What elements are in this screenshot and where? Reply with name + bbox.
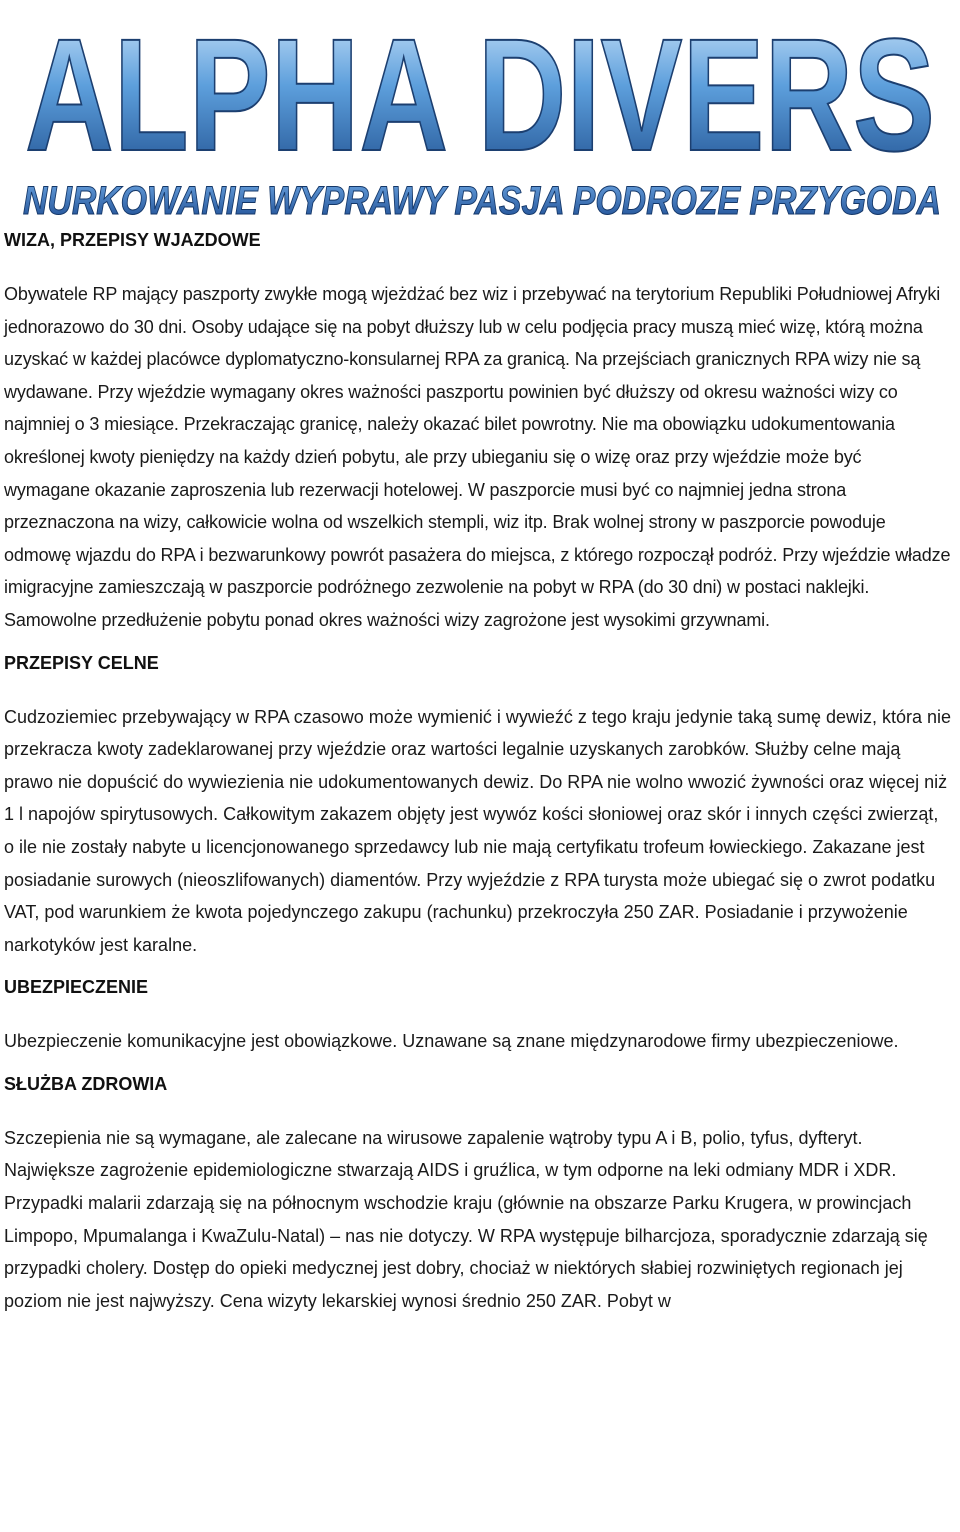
section-visa [4,226,952,637]
banner-title: ALPHA DIVERS [25,5,936,184]
section-text-visa: Obywatele RP mający paszporty zwykłe mogą wjeżdżać bez wiz i przebywać na terytorium Republiki Południowej Afryki jednorazowo do 30 dni. Osoby udające się na pobyt dłuższy lub w celu podjęcia pracy muszą mieć wizę, którą można uzyskać w każdej placówce dyplomatyczno-konsularnej RPA za granicą. Na przejściach granicznych RPA wizy nie są wydawane. Przy wjeździe wymagany okres ważności paszportu powinien być dłuższy od okresu ważności wizy co najmniej o 3 miesiące. Przekraczając granicę, należy okazać bilet powrotny. Nie ma obowiązku udokumentowania określonej kwoty pieniędzy na każdy dzień pobytu, ale przy ubieganiu się o wizę oraz przy wjeździe może być wymagane okazanie zaproszenia lub rezerwacji hotelowej. W paszporcie musi być co najmniej jedna strona przeznaczona na wizy, całkowicie wolna od wszelkich stempli, wiz itp. Brak wolnej strony w paszporcie powoduje odmowę wjazdu do RPA i bezwarunkowy powrót pasażera do miejsca, z którego rozpoczął podróż. Przy wjeździe władze imigracyjne zamieszczają w paszporcie podróżnego zezwolenie na pobyt w RPA (do 30 dni) w postaci naklejki. Samowolne przedłużenie pobytu ponad okres ważności wizy zagrożone jest wysokimi grzywnami. [4,284,951,630]
section-heading-insurance: UBEZPIECZENIE [4,977,149,998]
section-heading-health: SŁUŻBA ZDROWIA [4,1073,168,1094]
section-heading-customs: PRZEPISY CELNE [4,652,159,673]
section-health [4,1070,952,1318]
alpha-divers-banner [0,0,960,228]
document-body [4,226,952,1317]
alpha-divers-logo [0,0,960,228]
section-text-customs: Cudzoziemiec przebywający w RPA czasowo może wymienić i wywieźć z tego kraju jedynie taką sumę dewiz, która nie przekracza kwoty zadeklarowanej przy wjeździe oraz wartości legalnie uzyskanych zarobków. Służby celne mają prawo nie dopuścić do wywiezienia nie udokumentowanych dewiz. Do RPA nie wolno wwozić żywności oraz więcej niż 1 l napojów spirytusowych. Całkowitym zakazem objęty jest wywóz kości słoniowej oraz skór i innych części zwierząt, o ile nie zostały nabyte u licencjonowanego sprzedawcy lub nie mają certyfikatu trofeum łowieckiego. Zakazane jest posiadanie surowych (nieoszlifowanych) diamentów. Przy wyjeździe z RPA turysta może ubiegać się o zwrot podatku VAT, pod warunkiem że kwota pojedynczego zakupu (rachunku) przekroczyła 250 ZAR. Posiadanie i przywożenie narkotyków jest karalne. [4,706,952,955]
section-customs [4,649,952,962]
section-insurance [4,973,952,1058]
banner-tagline: NURKOWANIE WYPRAWY PASJA PODROZE PRZYGODA [23,179,942,223]
section-heading-visa: WIZA, PRZEPISY WJAZDOWE [4,230,261,250]
section-text-health: Szczepienia nie są wymagane, ale zalecane na wirusowe zapalenie wątroby typu A i B, polio, tyfus, dyfteryt. Największe zagrożenie epidemiologiczne stwarzają AIDS i gruźlica, w tym odporne na leki odmiany MDR i XDR. Przypadki malarii zdarzają się na północnym wschodzie kraju (głównie na obszarze Parku Krugera, w prowincjach Limpopo, Mpumalanga i KwaZulu-Natal) – nas nie dotyczy. W RPA występuje bilharcjoza, sporadycznie zdarzają się przypadki cholery. Dostęp do opieki medycznej jest dobry, chociaż w niektórych słabiej rozwiniętych regionach jej poziom nie jest najwyższy. Cena wizyty lekarskiej wynosi średnio 250 ZAR. Pobyt w [4,1127,928,1311]
section-text-insurance: Ubezpieczenie komunikacyjne jest obowiązkowe. Uznawane są znane międzynarodowe firmy ubezpieczeniowe. [4,1031,899,1052]
